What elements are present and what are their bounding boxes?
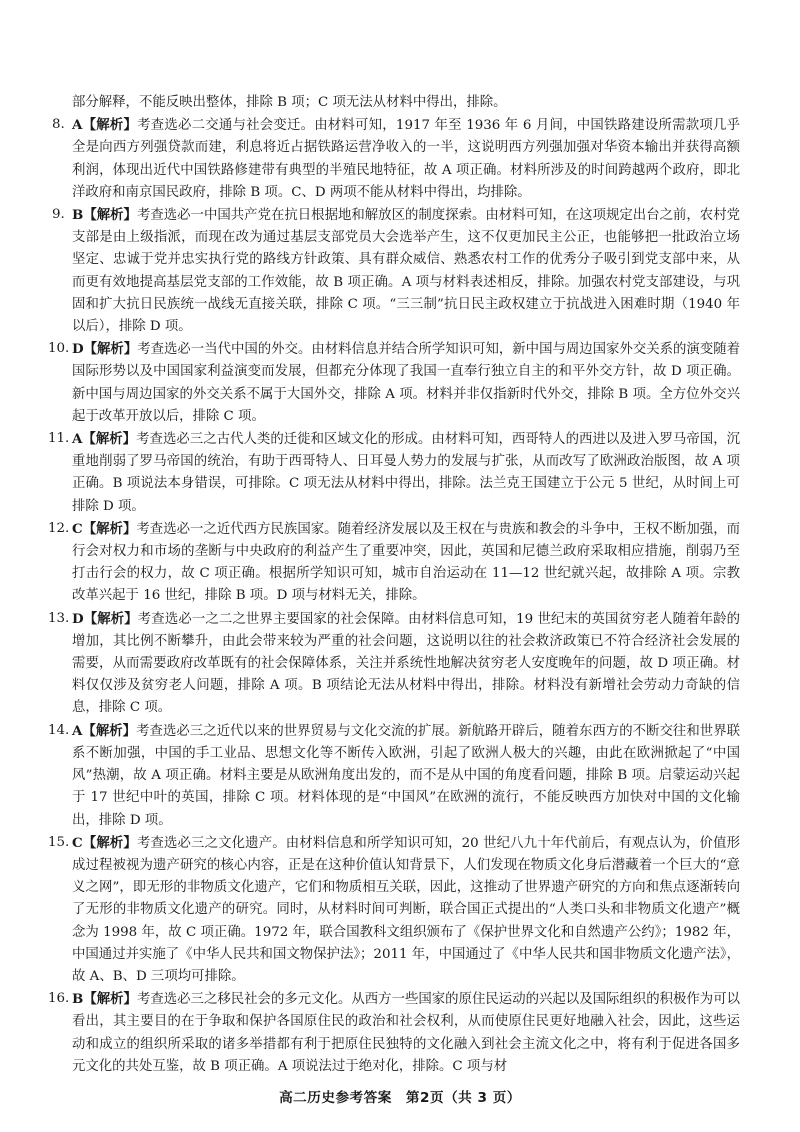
question-number: 16. — [48, 991, 70, 1007]
answer-list — [48, 114, 741, 1078]
analysis-text: 考查选必三之移民社会的多元文化。从西方一些国家的原住民运动的兴起以及国际组织的积极作为可以看出，其主要目的在于争取和保护各国原住民的政治和社会权利，从而使原住民更好地融入社会，因此，这些运动和成立的组织所采取的诸多举措都有利于把原住民独特的文化融入到社会主流文化之中，将有利于促进各国多元文化的共处互鉴，故 B 项正确。A 项说法过于绝对化，排除。C 项与材 — [72, 992, 741, 1074]
answer-letter: C — [72, 834, 83, 851]
continuation-paragraph: 部分解释，不能反映出整体，排除 B 项；C 项无法从材料中得出，排除。 — [72, 95, 507, 110]
analysis-text: 考查选必一之近代西方民族国家。随着经济发展以及王权在与贵族和教会的斗争中，王权不断加强，而行会对权力和市场的垄断与中央政府的利益产生了重要冲突，因此，英国和尼德兰政府采取相应措施，削弱乃至打击行会的权力，故 C 项正确。根据所学知识可知，城市自治运动在 11—12 世纪就兴起，故排除 A 项。宗教改革兴起于 16 世纪，排除 B 项。D 项与材料无关，排除。 — [72, 521, 741, 604]
page-footer: 高二历史参考答案 第2页（共 3 页） — [279, 1090, 521, 1106]
analysis-text: 考查选必一之二之世界主要国家的社会保障。由材料信息可知，19 世纪末的英国贫穷老人随着年龄的增加，其比例不断攀升，由此会带来较为严重的社会问题，这说明以往的社会救济政策已不符合经济社会发展的需要，从而需要政府改革既有的社会保障体系，关注并系统性地解决贫穷老人安度晚年的问题，故 D 项正确。材料仅仅涉及贫穷老人问题，排除 A 项。B 项结论无法从材料中得出，排除。材料没有新增社会劳动力奇缺的信息，排除 C 项。 — [72, 611, 741, 716]
analysis-tag: 【解析】 — [83, 610, 138, 627]
answer-item — [48, 720, 741, 832]
analysis-text: 考查选必一当代中国的外交。由材料信息并结合所学知识可知，新中国与周边国家外交关系的演变随着国际形势以及中国国家利益演变而发展，但都充分体现了我国一直奉行独立自主的和平外交方针，故 D 项正确。新中国与周边国家的外交关系不属于大国外交，排除 A 项。材料并非仅指新时代外交，排除 B 项。全方位外交兴起于改革开放以后，排除 C 项。 — [72, 342, 741, 424]
analysis-tag: 【解析】 — [82, 520, 137, 537]
answer-letter: A — [72, 431, 83, 448]
analysis-tag: 【解析】 — [82, 431, 137, 448]
analysis-tag: 【解析】 — [83, 991, 137, 1008]
analysis-text: 考查选必三之文化遗产。由材料信息和所学知识可知，20 世纪八九十年代前后，有观点认为，价值形成过程被视为遗产研究的核心内容，正是在这种价值认知背景下，人们发现在物质文化身后潜藏着一个巨大的“意义之网”，即无形的非物质文化遗产，它们和物质相互关联，因此，这推动了世界遗产研究的方向和焦点逐渐转向了无形的非物质文化遗产的研究。同时，从材料时间可判断，联合国正式提出的“人类口头和非物质文化遗产”概念为 1998 年，故 C 项正确。1972 年，联合国教科文组织颁布了《保护世界文化和自然遗产公约》；1982 年，中国通过并实施了《中华人民共和国文物保护法》；2011 年，中国通过了《中华人民共和国非物质文化遗产法》，故 A、B、D 三项均可排除。 — [72, 835, 741, 984]
analysis-tag: 【解析】 — [82, 834, 137, 851]
answer-letter: A — [72, 722, 83, 739]
question-number: 12. — [48, 520, 70, 536]
answer-item — [52, 204, 740, 338]
answer-item — [48, 338, 741, 428]
answer-letter: B — [72, 207, 84, 224]
question-number: 8. — [52, 117, 65, 133]
analysis-text: 考查选必三之古代人类的迁徙和区域文化的形成。由材料可知，西哥特人的西进以及进入罗马帝国，沉重地削弱了罗马帝国的统治，有助于西哥特人、日耳曼人势力的发展与扩张，从而改写了欧洲政治版图，故 A 项正确。B 项说法本身错误，可排除。C 项无法从材料中得出，排除。法兰克王国建立于公元 5 世纪，从时间上可排除 D 项。 — [72, 432, 741, 514]
answer-item — [48, 988, 741, 1078]
answer-letter: D — [72, 610, 84, 627]
analysis-text: 考查选必二交通与社会变迁。由材料可知，1917 年至 1936 年 6 月间，中国铁路建设所需款项几乎全是向西方列强贷款而建，利息将近占据铁路运营净收入的一半，这说明西方列强加强对华资本输出并获得高额利润，体现出近代中国铁路修建带有典型的半殖民地特征，故 A 项正确。材料所涉及的时间跨越两个政府，即北洋政府和南京国民政府，排除 B 项。C、D 两项不能从材料中得出，均排除。 — [72, 118, 740, 200]
analysis-text: 考查选必三之近代以来的世界贸易与文化交流的扩展。新航路开辟后，随着东西方的不断交往和世界联系不断加强，中国的手工业品、思想文化等不断传入欧洲，引起了欧洲人极大的兴趣，由此在欧洲掀起了“中国风”热潮，故 A 项正确。材料主要是从欧洲角度出发的，而不是从中国的角度看问题，排除 B 项。启蒙运动兴起于 17 世纪中叶的英国，排除 C 项。材料体现的是“中国风”在欧洲的流行，不能反映西方加快对中国的文化输出，排除 D 项。 — [72, 723, 741, 828]
answer-item — [48, 832, 741, 988]
analysis-tag: 【解析】 — [82, 117, 138, 134]
question-number: 11. — [48, 431, 70, 447]
answer-item — [48, 608, 741, 720]
analysis-tag: 【解析】 — [83, 207, 137, 224]
analysis-text: 考查选必一中国共产党在抗日根据地和解放区的制度探索。由材料可知，在这项规定出台之前，农村党支部是由上级指派，而现在改为通过基层支部党员大会选举产生，这不仅更加民主公正，也能够把一批政治立场坚定、忠诚于党并忠实执行党的路线方针政策、具有群众威信、熟悉农村工作的优秀分子吸引到党支部中来，从而更有效地提高基层党支部的工作效能，故 B 项正确。A 项与材料表述相反，排除。加强农村党支部建设，与巩固和扩大抗日民族统一战线无直接关联，排除 C 项。“三三制”抗日民主政权建立于抗战进入困难时期（1940 年以后），排除 D 项。 — [72, 208, 741, 335]
question-number: 13. — [48, 610, 70, 626]
answer-item — [48, 518, 741, 608]
answer-letter: A — [72, 117, 83, 134]
analysis-tag: 【解析】 — [82, 722, 137, 739]
question-number: 9. — [52, 207, 65, 223]
analysis-tag: 【解析】 — [83, 341, 138, 358]
answer-letter: D — [72, 341, 84, 358]
answer-item — [48, 428, 741, 518]
answer-explanations — [48, 92, 741, 1078]
answer-item — [52, 114, 740, 204]
question-number: 14. — [48, 722, 70, 738]
answer-letter: C — [72, 520, 83, 537]
answer-letter: B — [72, 991, 84, 1008]
question-number: 15. — [48, 834, 70, 850]
question-number: 10. — [48, 341, 70, 357]
